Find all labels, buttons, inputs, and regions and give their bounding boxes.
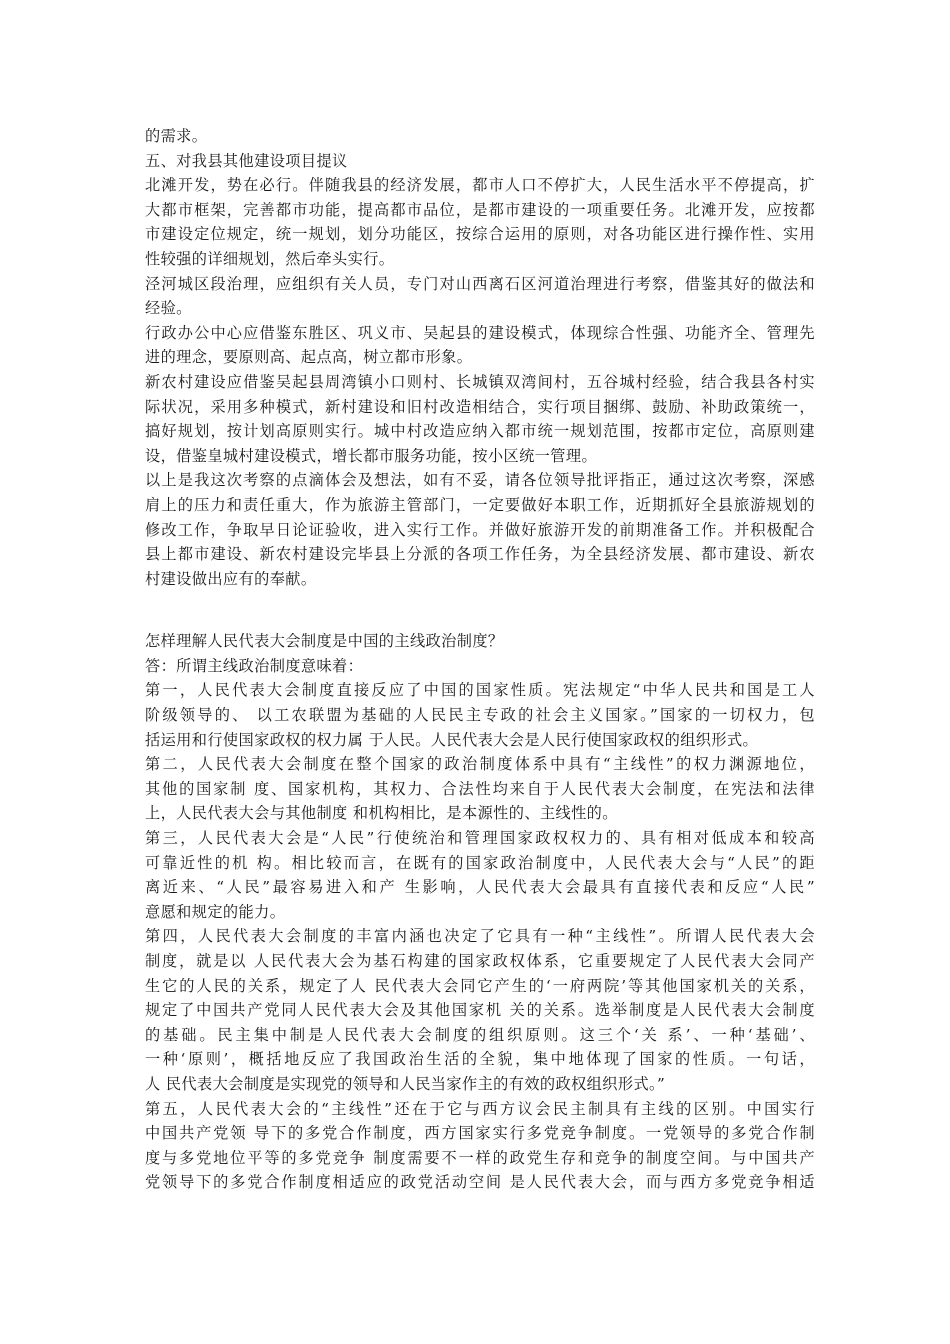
text-line: 人 民代表大会制度是实现党的领导和人民当家作主的有效的政权组织形式。” <box>145 1074 666 1093</box>
text-line: 第五，人民代表大会的“主线性”还在于它与西方议会民主制具有主线的区别。中国实行 <box>145 1099 815 1118</box>
text-line: 离近来、“人民”最容易进入和产 生影响，人民代表大会最具有直接代表和反应“人民” <box>145 878 815 897</box>
text-line: 经验。 <box>145 299 192 318</box>
text-line: 中国共产党领 导下的多党合作制度，西方国家实行多党竞争制度。一党领导的多党合作制 <box>145 1124 815 1143</box>
text-line: 北滩开发，势在必行。伴随我县的经济发展，都市人口不停扩大，人民生活水平不停提高，扩 <box>145 176 815 195</box>
text-line: 第二，人民代表大会制度在整个国家的政治制度体系中具有“主线性”的权力渊源地位， <box>145 755 815 774</box>
text-line: 意愿和规定的能力。 <box>145 902 286 921</box>
text-line: 性较强的详细规划，然后牵头实行。 <box>145 249 395 268</box>
text-line: 大都市框架，完善都市功能，提高都市品位，是都市建设的一项重要任务。北滩开发，应按都 <box>145 200 815 219</box>
text-line: 答：所谓主线政治制度意味着： <box>145 656 364 675</box>
text-line: 五、对我县其他建设项目提议 <box>145 151 348 170</box>
section-gap <box>145 591 815 629</box>
text-line: 县上都市建设、新农村建设完毕县上分派的各项工作任务，为全县经济发展、都市建设、新农 <box>145 545 815 564</box>
section-field-visit-report <box>145 124 815 591</box>
text-line: 制度，就是以 人民代表大会为基石构建的国家政权体系，它重要规定了人民代表大会同产 <box>145 952 815 970</box>
text-line: 市建设定位规定，统一规划，划分功能区，按综合运用的原则，对各功能区进行操作性、实用 <box>145 225 815 244</box>
text-line: 泾河城区段治理，应组织有关人员，专门对山西离石区河道治理进行考察，借鉴其好的做法和 <box>145 274 815 293</box>
text-line: 村建设做出应有的奉献。 <box>145 569 317 588</box>
text-line: 一种‘原则’，概括地反应了我国政治生活的全貌，集中地体现了国家的性质。一句话， <box>145 1050 815 1069</box>
text-line: 搞好规划，按计划高原则实行。城中村改造应纳入都市统一规划范围，按都市定位，高原则建 <box>145 422 815 441</box>
text-line: 第一，人民代表大会制度直接反应了中国的国家性质。宪法规定“中华人民共和国是工人 <box>145 681 815 700</box>
text-line: 以上是我这次考察的点滴体会及想法，如有不妥，请各位领导批评指正，通过这次考察，深感 <box>145 471 815 490</box>
text-line: 新农村建设应借鉴吴起县周湾镇小口则村、长城镇双湾间村，五谷城村经验，结合我县各村实 <box>145 372 815 391</box>
text-line: 规定了中国共产党同人民代表大会及其他国家机 关的关系。选举制度是人民代表大会制度 <box>145 1001 815 1020</box>
text-line: 的需求。 <box>145 127 208 145</box>
text-line: 括运用和行使国家政权的权力属 于人民。人民代表大会是人民行使国家政权的组织形式。 <box>145 730 759 749</box>
text-line: 的基础。民主集中制是人民代表大会制度的组织原则。这三个‘关 系’、一种‘基础’、 <box>145 1025 815 1044</box>
text-line: 怎样理解人民代表大会制度是中国的主线政治制度？ <box>145 632 504 651</box>
text-line: 肩上的压力和责任重大，作为旅游主管部门，一定要做好本职工作，近期抓好全县旅游规划的 <box>145 495 815 514</box>
text-line: 进的理念，要原则高、起点高，树立都市形象。 <box>145 348 473 367</box>
text-line: 生它的人民的关系，规定了人 民代表大会同它产生的‘一府两院’等其他国家机关的关系， <box>145 976 815 995</box>
text-line: 第四，人民代表大会制度的丰富内涵也决定了它具有一种“主线性”。所谓人民代表大会 <box>145 927 815 946</box>
document-page <box>145 124 815 1195</box>
text-line: 上，人民代表大会与其他制度 和机构相比，是本源性的、主线性的。 <box>145 804 618 823</box>
text-line: 阶级领导的、 以工农联盟为基础的人民民主专政的社会主义国家。”国家的一切权力，包 <box>145 706 815 725</box>
text-line: 修改工作，争取早日论证验收，进入实行工作。并做好旅游开发的前期准备工作。并积极配合 <box>145 520 815 539</box>
text-line: 际状况，采用多种模式，新村建设和旧村改造相结合，实行项目捆绑、鼓励、补助政策统一， <box>145 397 815 416</box>
text-line: 行政办公中心应借鉴东胜区、巩义市、吴起县的建设模式，体现综合性强、功能齐全、管理先 <box>145 323 815 342</box>
text-line: 设，借鉴皇城村建设模式，增长都市服务功能，按小区统一管理。 <box>145 446 598 465</box>
text-line: 度与多党地位平等的多党竞争 制度需要不一样的政党生存和竞争的制度空间。与中国共产 <box>145 1148 815 1167</box>
text-line: 其他的国家制 度、国家机构，其权力、合法性均来自于人民代表大会制度，在宪法和法律 <box>145 779 815 798</box>
text-line: 可靠近性的机 构。相比较而言，在既有的国家政治制度中，人民代表大会与“人民”的距 <box>145 853 815 872</box>
text-line: 第三，人民代表大会是“人民”行使统治和管理国家政权权力的、具有相对低成本和较高 <box>145 829 815 848</box>
section-npc-qa <box>145 629 815 1195</box>
text-line: 党领导下的多党合作制度相适应的政党活动空间 是人民代表大会，而与西方多党竞争相适 <box>145 1173 815 1192</box>
